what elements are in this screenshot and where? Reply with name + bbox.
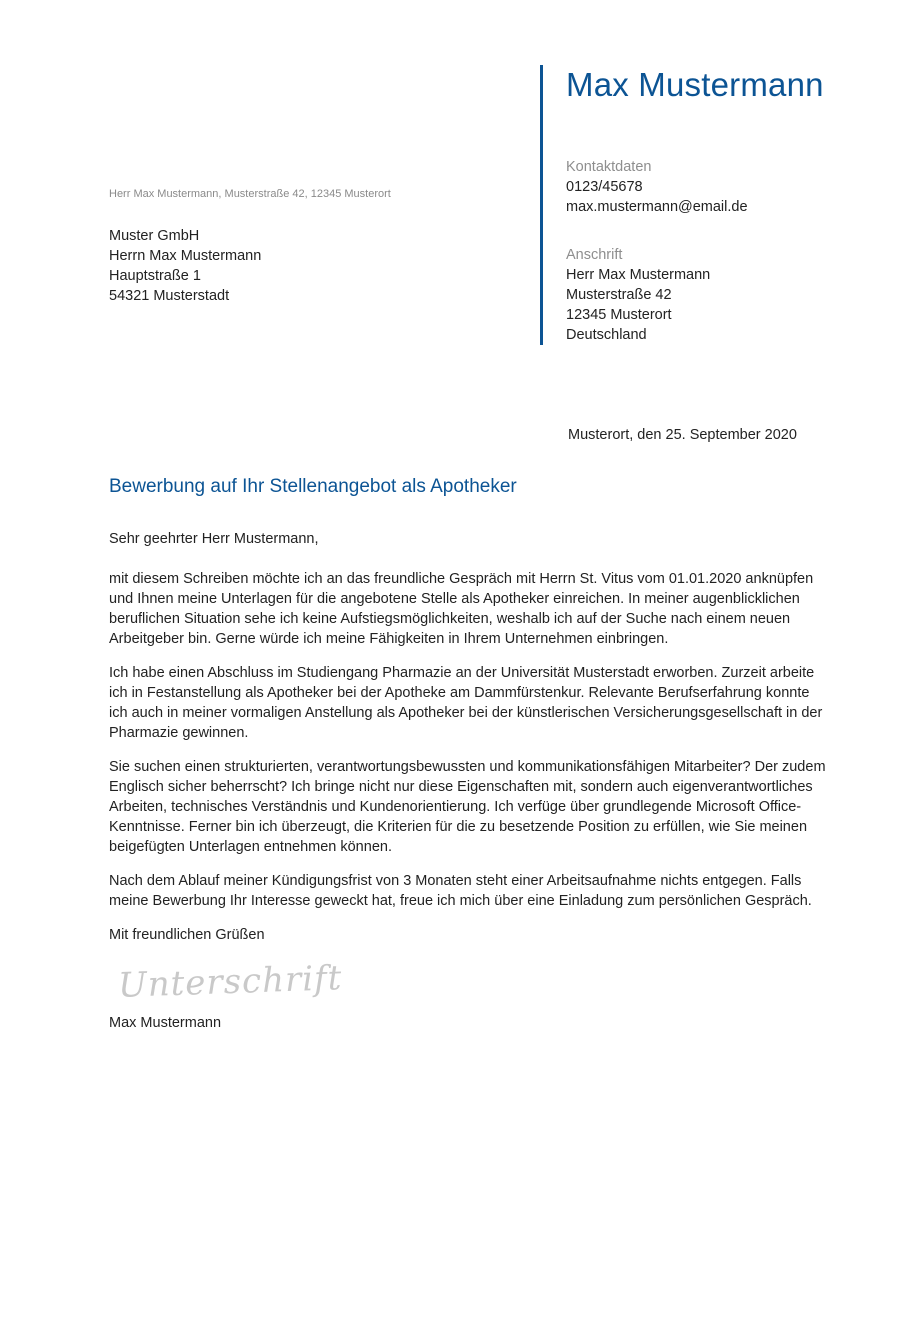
body-paragraph: mit diesem Schreiben möchte ich an das freundliche Gespräch mit Herrn St. Vitus vom 01.01.2020 anknüpfen und Ihnen meine Unterlagen für die angebotene Stelle als Apotheker einreichen. In meiner augenblicklichen beruflichen Situation sehe ich keine Aufstiegsmöglichkeiten, weshalb ich auf der Suche nach einem neuen Arbeitgeber bin. Gerne würde ich meine Fähigkeiten in Ihrem Unternehmen einbringen.	[109, 571, 814, 647]
letter-date: Musterort, den 25. September 2020	[568, 427, 797, 443]
contact-heading: Kontaktdaten	[566, 159, 652, 175]
recipient-line: Herrn Max Mustermann	[109, 248, 262, 264]
signed-name: Max Mustermann	[109, 1015, 222, 1031]
body-paragraph: Nach dem Ablauf meiner Kündigungsfrist von 3 Monaten steht einer Arbeitsaufnahme nichts entgegen. Falls meine Bewerbung Ihr Interesse geweckt hat, freue ich mich über eine Einladung zum persönlichen Gespräch.	[109, 873, 812, 909]
closing: Mit freundlichen Grüßen	[109, 927, 265, 943]
recipient-line: 54321 Musterstadt	[109, 288, 230, 304]
contact-block	[566, 157, 748, 217]
sender-address-line: Musterstraße 42	[566, 287, 672, 303]
body-paragraph: Ich habe einen Abschluss im Studiengang Pharmazie an der Universität Musterstadt erworben. Zurzeit arbeite ich in Festanstellung als Apotheker bei der Apotheke am Dammfürstenkur. Relevante Berufserfahrung konnte ich auch in meiner vormaligen Anstellung als Apotheker bei der künstlerischen Versicherungsgesellschaft in der Pharmazie gewinnen.	[109, 665, 823, 741]
letter-subject: Bewerbung auf Ihr Stellenangebot als Apotheker	[109, 476, 517, 497]
address-heading: Anschrift	[566, 247, 623, 263]
sender-address-line: Herr Max Mustermann	[566, 267, 711, 283]
letter-body	[109, 529, 829, 959]
sender-address-line: 12345 Musterort	[566, 307, 672, 323]
salutation: Sehr geehrter Herr Mustermann,	[109, 531, 319, 547]
sender-name: Max Mustermann	[566, 66, 824, 103]
header-accent-bar	[540, 65, 543, 345]
contact-phone: 0123/45678	[566, 179, 643, 195]
sender-address-line: Deutschland	[566, 327, 647, 343]
contact-email: max.mustermann@email.de	[566, 199, 748, 215]
recipient-line: Hauptstraße 1	[109, 268, 201, 284]
return-address-line: Herr Max Mustermann, Musterstraße 42, 12345 Musterort	[109, 188, 391, 200]
signature: Unterschrift	[117, 958, 343, 1006]
body-paragraph: Sie suchen einen strukturierten, verantwortungsbewussten und kommunikationsfähigen Mitarbeiter? Der zudem Englisch sicher beherrscht? Ich bringe nicht nur diese Eigenschaften mit, sondern auch eigenverantwortliches Arbeiten, technisches Verständnis und Kundenorientierung. Ich verfüge über grundlegende Microsoft Office-Kenntnisse. Ferner bin ich überzeugt, die Kriterien für die zu besetzende Position zu erfüllen, wie Sie meinen beigefügten Unterlagen entnehmen können.	[109, 759, 826, 855]
sender-address-block	[566, 245, 710, 345]
recipient-address	[109, 226, 261, 306]
recipient-line: Muster GmbH	[109, 228, 200, 244]
